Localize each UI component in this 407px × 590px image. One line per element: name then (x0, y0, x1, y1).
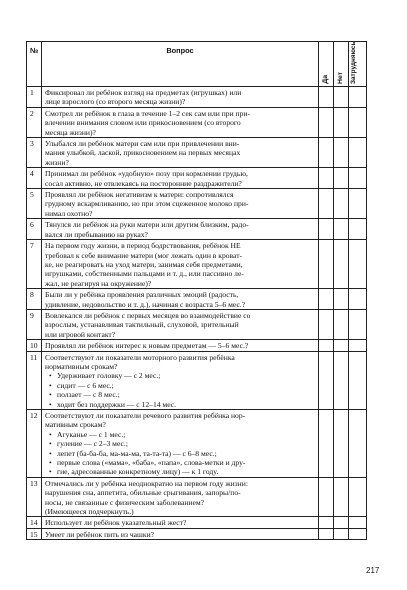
table-row (27, 87, 367, 108)
question-line: нимал охотно? (45, 208, 93, 218)
question-line: Принимал ли ребёнок «удобную» позу при кормлении грудью, (45, 169, 248, 179)
milestone-item: • сидит — с 6 мес.; (45, 381, 315, 390)
answer-difficulty-cell[interactable] (349, 477, 367, 517)
question-number: 9 (27, 309, 42, 339)
milestone-item: • Агуканье — с 1 мес.; (45, 430, 315, 439)
question-line: мания улыбкой, лаской, прикосновением на первых месяцах (45, 148, 241, 158)
question-text (42, 107, 319, 137)
question-line: нарушения сна, аппетита, обильные срыгивания, запоры/по- (45, 488, 241, 498)
answer-yes-cell[interactable] (319, 477, 334, 517)
question-line: (Имеющееся подчеркнуть.) (45, 507, 134, 517)
page-number: 217 (366, 566, 380, 575)
question-line: Вовлекался ли ребёнок с первых месяцев во взаимодействие со (45, 310, 251, 320)
answer-difficulty-cell[interactable] (349, 168, 367, 189)
table-row (27, 528, 367, 539)
table-row (27, 168, 367, 189)
question-line: Тянулся ли ребёнок на руки матери или другим близким, радо- (45, 220, 249, 230)
header-no (334, 42, 349, 87)
table-row (27, 309, 367, 339)
question-text (42, 309, 319, 339)
answer-difficulty-cell[interactable] (349, 309, 367, 339)
answer-no-cell[interactable] (334, 517, 349, 528)
answer-yes-cell[interactable] (319, 517, 334, 528)
question-number: 14 (27, 517, 42, 528)
header-yes (319, 42, 334, 87)
question-text (42, 340, 319, 351)
answer-difficulty-cell[interactable] (349, 340, 367, 351)
answer-no-cell[interactable] (334, 168, 349, 189)
question-number: 2 (27, 107, 42, 137)
table-header-row (27, 42, 367, 87)
question-line: сосал активно, не отвлекаясь на посторонние раздражители? (45, 178, 242, 188)
answer-yes-cell[interactable] (319, 87, 334, 108)
answer-no-cell[interactable] (334, 477, 349, 517)
table-row (27, 107, 367, 137)
question-text (42, 289, 319, 310)
question-text (42, 189, 319, 219)
milestone-item: • Удерживает головку — с 2 мес.; (45, 371, 315, 380)
question-text (42, 477, 319, 517)
answer-difficulty-cell[interactable] (349, 410, 367, 478)
answer-no-cell[interactable] (334, 351, 349, 409)
header-yes-label: Да (322, 75, 329, 84)
header-number: № (27, 42, 42, 87)
question-text (42, 517, 319, 528)
question-line: требовал к себе внимание матери (мог лежать один в кроват- (45, 250, 243, 260)
answer-no-cell[interactable] (334, 410, 349, 478)
question-line: Отмечались ли у ребёнка неоднократно на первом году жизни: (45, 478, 248, 488)
question-line: вался ли пребыванию на руках? (45, 229, 148, 239)
answer-no-cell[interactable] (334, 87, 349, 108)
answer-difficulty-cell[interactable] (349, 189, 367, 219)
answer-yes-cell[interactable] (319, 528, 334, 539)
milestone-list (45, 430, 315, 477)
answer-yes-cell[interactable] (319, 289, 334, 310)
question-line: мативным срокам? (45, 420, 106, 430)
header-question: Вопрос (42, 42, 319, 87)
milestone-item: • первые слова («мама», «баба», «папа», слова-метки и дру- (45, 458, 315, 467)
question-number: 13 (27, 477, 42, 517)
milestone-item: • ползает — с 8 мес.; (45, 390, 315, 399)
question-line: нормативным срокам? (45, 361, 118, 371)
answer-no-cell[interactable] (334, 189, 349, 219)
question-line: ке, не реагировать на уход матери, занимая себя предметами, (45, 259, 243, 269)
question-line: Использует ли ребёнок указательный жест? (45, 518, 187, 528)
milestone-list (45, 371, 315, 409)
question-line: Фиксировал ли ребёнок взгляд на предметах (игрушках) или (45, 88, 242, 97)
question-line: Умеет ли ребёнок пить из чашки? (45, 529, 155, 539)
question-number: 8 (27, 289, 42, 310)
question-line: удивление, недовольство и т. д.), начиная с возраста 5–6 мес.? (45, 299, 246, 309)
question-number: 10 (27, 340, 42, 351)
milestone-item: • лепет (ба-ба-ба, ма-ма-ма, та-та-та) — с 6–8 мес.; (45, 449, 315, 458)
answer-yes-cell[interactable] (319, 138, 334, 168)
header-difficulty-label: Затрудняюсь (349, 41, 357, 84)
question-line: взрослым, устанавливая тактильный, слуховой, зрительный (45, 320, 239, 330)
answer-difficulty-cell[interactable] (349, 138, 367, 168)
answer-no-cell[interactable] (334, 138, 349, 168)
question-line: грудному вскармливанию, но при этом сцеженное молоко при- (45, 199, 249, 209)
answer-yes-cell[interactable] (319, 107, 334, 137)
table-row (27, 219, 367, 240)
answer-difficulty-cell[interactable] (349, 240, 367, 289)
answer-no-cell[interactable] (334, 107, 349, 137)
milestone-item: • ходит без поддержки — с 12–14 мес. (45, 400, 315, 409)
question-text (42, 240, 319, 289)
question-text (42, 138, 319, 168)
answer-yes-cell[interactable] (319, 340, 334, 351)
question-line: Были ли у ребёнка проявления различных эмоций (радость, (45, 290, 239, 300)
table-row (27, 410, 367, 478)
table-row (27, 289, 367, 310)
answer-difficulty-cell[interactable] (349, 289, 367, 310)
question-line: носы, не связанные с физическим заболеванием? (45, 497, 205, 507)
answer-difficulty-cell[interactable] (349, 517, 367, 528)
table-row (27, 138, 367, 168)
answer-yes-cell[interactable] (319, 168, 334, 189)
question-text (42, 528, 319, 539)
question-line: Соответствуют ли показатели моторного развития ребёнка (45, 352, 235, 362)
table-row (27, 340, 367, 351)
question-text (42, 87, 319, 108)
answer-yes-cell[interactable] (319, 309, 334, 339)
answer-no-cell[interactable] (334, 240, 349, 289)
header-difficulty (349, 42, 367, 87)
question-line: Смотрел ли ребёнок в глаза в течение 1–2 сек сам или при при- (45, 108, 250, 118)
answer-no-cell[interactable] (334, 289, 349, 310)
question-number: 15 (27, 528, 42, 539)
answer-yes-cell[interactable] (319, 189, 334, 219)
question-number: 7 (27, 240, 42, 289)
question-number: 5 (27, 189, 42, 219)
question-line: или игровой контакт? (45, 329, 116, 339)
question-line: влечении внимания словом или прикосновением (со второго (45, 118, 241, 128)
table-row (27, 240, 367, 289)
table-row (27, 351, 367, 409)
question-line: Улыбался ли ребёнок матери сам или при привлечении вни- (45, 139, 240, 149)
answer-no-cell[interactable] (334, 528, 349, 539)
answer-no-cell[interactable] (334, 309, 349, 339)
question-number: 11 (27, 351, 42, 409)
question-number: 3 (27, 138, 42, 168)
question-line: Проявлял ли ребёнок интерес к новым предметам — 5–6 мес.? (45, 341, 249, 351)
answer-no-cell[interactable] (334, 219, 349, 240)
question-text (42, 351, 319, 409)
question-number: 6 (27, 219, 42, 240)
question-line: лице взрослого (со второго месяца жизни)? (45, 97, 186, 107)
question-line: Соответствуют ли показатели речевого развития ребёнка нор- (45, 411, 246, 420)
answer-difficulty-cell[interactable] (349, 87, 367, 108)
questionnaire-sheet (26, 41, 366, 540)
answer-difficulty-cell[interactable] (349, 219, 367, 240)
answer-yes-cell[interactable] (319, 410, 334, 478)
table-row (27, 477, 367, 517)
table-row (27, 189, 367, 219)
answer-yes-cell[interactable] (319, 219, 334, 240)
question-number: 1 (27, 87, 42, 108)
question-text (42, 168, 319, 189)
header-no-label: Нет (337, 72, 344, 84)
answer-difficulty-cell[interactable] (349, 107, 367, 137)
answer-yes-cell[interactable] (319, 351, 334, 409)
question-line: Проявлял ли ребёнок негативизм к матери: сопротивлялся (45, 190, 234, 200)
question-line: На первом году жизни, в период бодрствования, ребёнок НЕ (45, 241, 241, 251)
answer-difficulty-cell[interactable] (349, 528, 367, 539)
question-text (42, 219, 319, 240)
question-line: жал, не реагируя на окружение)? (45, 278, 152, 288)
question-line: жизни? (45, 157, 69, 167)
table-row (27, 517, 367, 528)
question-line: месяца жизни)? (45, 127, 96, 137)
question-text (42, 410, 319, 478)
answer-difficulty-cell[interactable] (349, 351, 367, 409)
answer-no-cell[interactable] (334, 340, 349, 351)
question-line: игрушками, собственными пальцами и т. д., или пассивно ле- (45, 269, 244, 279)
question-number: 4 (27, 168, 42, 189)
answer-yes-cell[interactable] (319, 240, 334, 289)
milestone-item: • гие, адресованные конкретному лицу) — к 1 году. (45, 467, 315, 476)
milestone-item: • гуление — с 2–3 мес.; (45, 439, 315, 448)
question-number: 12 (27, 410, 42, 478)
questionnaire-table (26, 41, 367, 540)
